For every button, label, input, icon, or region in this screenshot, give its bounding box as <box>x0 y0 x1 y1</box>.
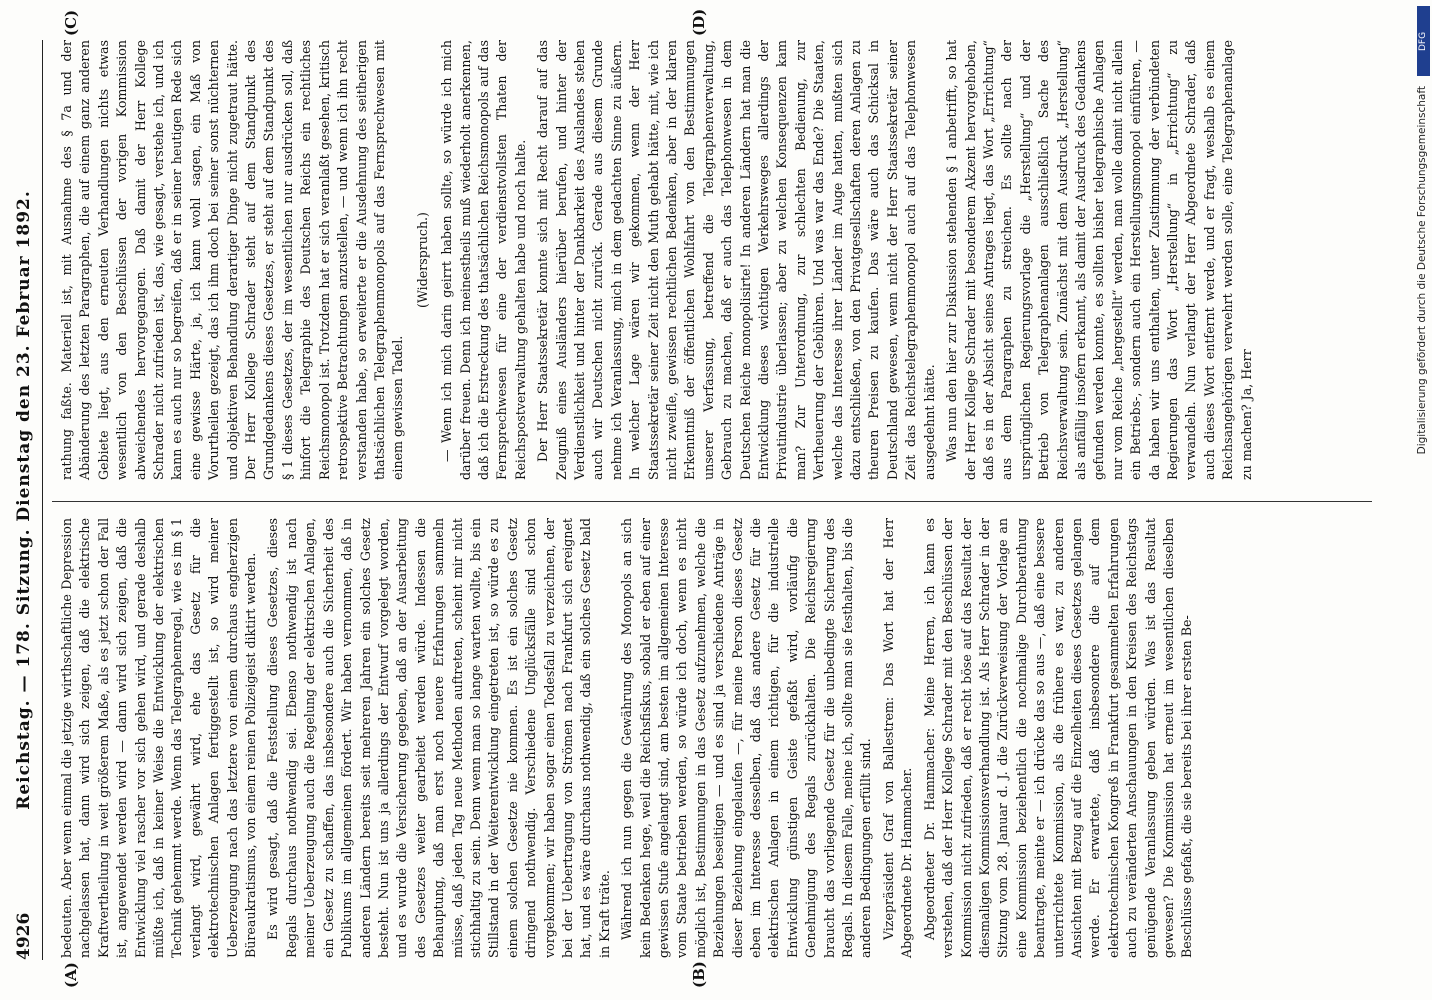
page-header <box>8 40 48 960</box>
margin-label-d: (D) <box>690 8 708 36</box>
column-divider <box>52 501 1372 502</box>
margin-label-c: (C) <box>62 9 80 36</box>
header-rule <box>42 40 43 960</box>
paragraph: bedeuten. Aber wenn einmal die jetzige wirthschaftliche Depression nachgelassen hat, dann wird sich zeigen, daß die elektrische Kraftvertheilung in weit größerem Maße, als es jetzt schon der Fall ist, angewendet werden wird — dann wird sich zeigen, daß die Entwicklung viel rascher vor sich gehen wird, und gerade deshalb müßte ich, daß in keiner Weise die Entwicklung der elektrischen Technik gehemmt werde. Wenn das Telegraphenregal, wie es im § 1 verlangt wird, gewährt wird, ehe das Gesetz für die elektrotechnischen Anlagen fertiggestellt ist, so wird meiner Ueberzeugung nach das letztere von einem durchaus engherzigen Büreaukratismus, von einem reinen Polizeigeist diktirt werden. <box>59 518 259 958</box>
right-column <box>58 40 1260 480</box>
digitization-credit: Digitalisierung gefördert durch die Deutsche Forschungsgemeinschaft <box>1416 86 1428 455</box>
margin-label-b: (B) <box>690 961 708 988</box>
paragraph: rathung faßte. Materiell ist, mit Ausnahme des § 7a und der Abänderung des letzten Paragraphen, die auf einem ganz anderen Gebiete liegt, aus den erneuten Verhandlungen nichts etwas wesentlich von den Beschlüssen der vorigen Kommission abweichendes hervorgegangen. Daß damit der Herr Kollege Schrader nicht zufrieden ist, das, wie gesagt, verstehe ich, und ich kann es auch nur so begreifen, daß er in seiner heutigen Rede sich eine gewisse Härte, ja, ich kann wohl sagen, ein Maß von Vorurtheilen gezeigt, das ich ihm doch bei seiner sonst nüchternen und objektiven Behandlung derartiger Dinge nicht zugetraut hätte. Der Herr Kollege Schrader steht auf dem Standpunkt des Grundgedankens dieses Gesetzes, er steht auf dem Standpunkt des § 1 dieses Gesetzes, der im wesentlichen nur ausdrücken soll, daß hinfort die Telegraphie des Deutschen Reichs ein rechtliches Reichsmonopol ist. Trotzdem hat er sich veranlaßt gesehen, kritisch retrospektive Betrachtungen anzustellen, — und wenn ich ihn recht verstanden habe, so erweiterte er die Ausdehnung des seitherigen thatsächlichen Telegraphenmonopols auf das Fernsprechwesen mit einem gewissen Tadel. <box>59 40 406 480</box>
dfg-logo: DFG <box>1417 6 1430 76</box>
paragraph: Was nun den hier zur Diskussion stehenden § 1 anbetrifft, so hat der Herr Kollege Schrader mit besonderem Akzent hervorgehoben, daß es in der Absicht seines Antrages liegt, das Wort „Errichtung“ aus dem Paragraphen zu streichen. Es sollte nach der ursprünglichen Regierungsvorlage die „Herstellung“ und der Betrieb von Telegraphenanlagen ausschließlich Sache des Reichsverwaltung sein. Zunächst mit dem Ausdruck „Herstellung“ als anfällig insofern erkannt, als damit der Ausdruck des Gedankens gefunden werden konnte, es sollten bisher telegraphische Anlagen nur vom Reiche „hergestellt“ werden, man wolle damit nicht allein ein Betriebs-, sondern auch ein Herstellungsmonopol einführen, — da haben wir uns enthalten, unter Zustimmung der verbündeten Regierungen das Wort „Herstellung“ in „Errichtung“ zu verwandeln. Nun verlangt der Herr Abgeordnete Schrader, daß auch dieses Wort entfernt werde, und er fragt, weshalb es einem Reichsangehörigen verwehrt werden solle, eine Telegraphenanlage zu machen? Ja, Herr <box>944 40 1254 480</box>
paragraph: — Wenn ich mich darin geirrt haben sollte, so würde ich mich darüber freuen. Denn ich meinestheils muß wiederholt anerkennen, daß ich die Erstreckung des thatsächlichen Reichsmonopols auf das Fernsprechwesen für eine der verdienstvollsten Thaten der Reichspostverwaltung gehalten habe und noch halte. <box>439 40 528 480</box>
page-number: 4926 <box>14 912 34 960</box>
paragraph: Der Herr Staatssekretär konnte sich mit Recht darauf auf das Zeugniß eines Ausländers hierüber berufen, und hinter der Verdienstlichkeit und hinter der Dankbarkeit des Auslandes stehen auch wir Deutschen nicht zurück. Gerade aus diesem Grunde nehme ich Veranlassung, mich in dem gedachten Sinne zu äußern. In welcher Lage wären wir gekommen, wenn der Herr Staatssekretär seiner Zeit nicht den Muth gehabt hätte, mit, wie ich nicht zweifle, gewissen rechtlichen Bedenken, aber in der klaren Erkenntniß der öffentlichen Wohlfahrt von den Bestimmungen unserer Verfassung, betreffend die Telegraphenverwaltung, Gebrauch zu machen, daß er auch das Telephonwesen in dem Deutschen Reiche monopolisirte! In anderen Ländern hat man die Entwicklung dieses wichtigen Verkehrsweges allerdings der Privatindustrie überlassen; aber zu welchen Konsequenzen kam man? Zur Unterordnung, zur schlechten Bedienung, zur Vertheuerung der Gebühren. Und was war das Ende? Die Staaten, welche das Interesse ihrer Länder im Auge hatten, mußten sich dazu entschließen, von den Privatgesellschaften deren Anlagen zu theuren Preisen zu kaufen. Das wäre auch das Schicksal in Deutschland gewesen, wenn nicht der Herr Staatssekretär seiner Zeit das Reichstelegraphenmonopol auch auf das Telephonwesen ausgedehnt hätte. <box>535 40 937 480</box>
paragraph: Während ich nun gegen die Gewährung des Monopols an sich kein Bedenken hege, weil die Reichsfiskus, sobald er eben auf einer gewissen Stufe angelangt sind, am besten im allgemeinen Interesse vom Staate betrieben werden, so würde ich doch, wenn es nicht möglich ist, Bestimmungen in das Gesetz aufzunehmen, welche die Beziehungen beseitigen — und es sind ja verschiedene Anträge in dieser Beziehung eingelaufen —, für meine Person dieses Gesetz eben im Interesse desselben, daß das andere Gesetz für die elektrischen Anlagen in einem richtigen, für die industrielle Entwicklung günstigen Geiste gefaßt wird, vorläufig die Genehmigung des Regals zurückhalten. Die Reichsregierung braucht das vorliegende Gesetz für die unbedingte Sicherung des Regals. In diesem Falle, meine ich, sollte man sie festhalten, bis die anderen Bedingungen erfüllt sind. <box>619 518 874 958</box>
paragraph: Es wird gesagt, daß die Feststellung dieses Gesetzes, dieses Regals durchaus nothwendig sei. Ebenso nothwendig ist nach meiner Ueberzeugung auch die Regelung der elektrischen Anlagen, ein Gesetz zu schaffen, das insbesondere auch die Sicherheit des Publikums im allgemeinen fördert. Wir haben vernommen, daß in anderen Ländern bereits seit mehreren Jahren ein solches Gesetz besteht. Nun ist uns ja allerdings der Entwurf vorgelegt worden, und es wurde die Versicherung gegeben, daß an der Ausarbeitung des Gesetzes weiter gearbeitet werden würde. Indessen die Behauptung, daß man erst noch neuere Erfahrungen sammeln müsse, daß jeden Tag neue Methoden auftreten, scheint mir nicht stichhaltig zu sein. Denn wenn man so lange warten wollte, bis ein Stillstand in der Weiterentwicklung eingetreten ist, so würde es zu einem solchen Gesetze nie kommen. Es ist ein solches Gesetz dringend nothwendig. Verschiedene Unglücksfälle sind schon vorgekommen; wir haben sogar einen Todesfall zu verzeichnen, der bei der Uebertragung von Strömen nach Frankfurt sich ereignet hat, und es wäre durchaus nothwendig, daß ein solches Gesetz bald in Kraft träte. <box>265 518 612 958</box>
left-column <box>58 518 1201 958</box>
speaker-line: Vizepräsident Graf von Ballestrem: Das Wort hat der Herr Abgeordnete Dr. Hammacher. <box>880 518 915 958</box>
speech-paragraph: Abgeordneter Dr. Hammacher: Meine Herren, ich kann es verstehen, daß der Herr Kollege Schrader mit den Beschlüssen der Kommission nicht zufrieden, daß er recht böse auf das Resultat der diesmaligen Kommissionsverhandlung ist. Als Herr Schrader in der Sitzung vom 28. Januar d. J. die Zurückverweisung der Vorlage an eine Kommission beziehentlich die nochmalige Durchberathung beantragte, meinte er — ich drücke das so aus —, daß eine bessere unterrichtete Kommission, als die frühere es war, zu anderen Ansichten mit Bezug auf die Einzelheiten dieses Gesetzes gelangen werde. Er erwartete, daß insbesondere die auf dem elektrotechnischen Kongreß in Frankfurt gesammelten Erfahrungen auch zu veränderten Anschauungen in den Kreisen des Reichstags genügende Veranlassung geben würden. Was ist das Resultat gewesen? Die Kommission hat erneut im wesentlichen dieselben Beschlüsse gefaßt, die sie bereits bei ihrer ersten Be- <box>921 518 1195 958</box>
running-title: Reichstag. — 178. Sitzung. Dienstag den 23. Februar 1892. <box>14 190 34 810</box>
margin-label-a: (A) <box>62 962 80 988</box>
interjection: (Widerspruch.) <box>414 212 430 308</box>
